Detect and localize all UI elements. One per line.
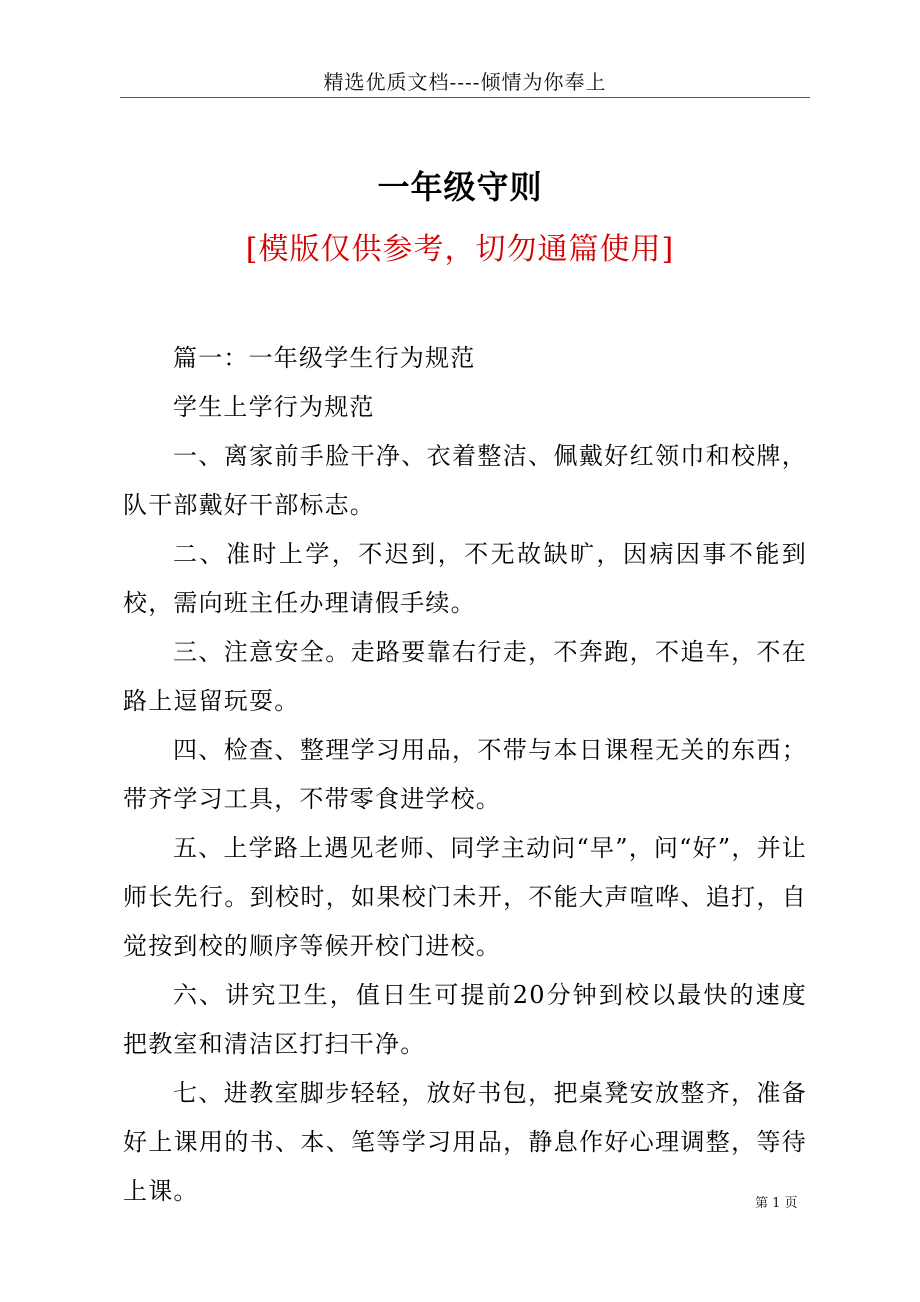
paragraph: 二、准时上学，不迟到，不无故缺旷，因病因事不能到校，需向班主任办理请假手续。 bbox=[123, 540, 807, 617]
paragraph: 四、检查、整理学习用品，不带与本日课程无关的东西；带齐学习工具，不带零食进学校。 bbox=[123, 736, 807, 813]
paragraph: 一、离家前手脸干净、衣着整洁、佩戴好红领巾和校牌，队干部戴好干部标志。 bbox=[123, 442, 807, 519]
paragraph: 篇一：一年级学生行为规范 bbox=[173, 344, 476, 372]
page-number: 第 1 页 bbox=[755, 1196, 798, 1211]
paragraph: 三、注意安全。走路要靠右行走，不奔跑，不追车，不在路上逗留玩耍。 bbox=[123, 638, 807, 715]
template-notice: [模版仅供参考，切勿通篇使用] bbox=[245, 232, 675, 267]
header-divider bbox=[120, 97, 810, 98]
paragraph: 五、上学路上遇见老师、同学主动问“早”，问“好”，并让师长先行。到校时，如果校门未开，不能大声喧哗、追打，自觉按到校的顺序等候开校门进校。 bbox=[123, 834, 807, 960]
paragraph: 学生上学行为规范 bbox=[173, 393, 375, 421]
paragraph: 六、讲究卫生，值日生可提前20分钟到校以最快的速度把教室和清洁区打扫干净。 bbox=[123, 981, 807, 1058]
document-body bbox=[123, 334, 807, 1216]
page-header: 精选优质文档----倾情为你奉上 bbox=[323, 70, 607, 94]
paragraph: 七、进教室脚步轻轻，放好书包，把桌凳安放整齐，准备好上课用的书、本、笔等学习用品，静息作好心理调整，等待上课。 bbox=[123, 1079, 807, 1205]
document-title: 一年级守则 bbox=[377, 168, 543, 206]
